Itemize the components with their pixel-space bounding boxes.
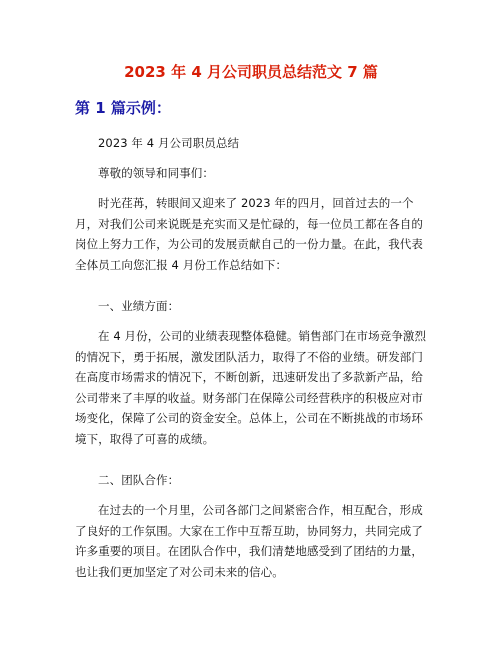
section-heading: 第 1 篇示例： — [75, 99, 171, 117]
paragraph-teamwork-heading: 二、团队合作： — [98, 473, 180, 487]
paragraph-intro: 时光荏苒，转眼间又迎来了 2023 年的四月，回首过去的一个月，对我们公司来说既是充实而又是忙碌的，每一位员工都在各自的岗位上努力工作，为公司的发展贡献自己的一份力量。在此，我代表全体员工向您汇报 4 月份工作总结如下： — [75, 196, 423, 272]
paragraph-salutation: 尊敬的领导和同事们： — [98, 166, 214, 180]
paragraph-performance-body: 在 4 月份，公司的业绩表现整体稳健。销售部门在市场竞争激烈的情况下，勇于拓展，激发团队活力，取得了不俗的业绩。研发部门在高度市场需求的情况下，不断创新，迅速研发出了多款新产品，给公司带来了丰厚的收益。财务部门在保障公司经营秩序的积极应对市场变化，保障了公司的资金安全。总体上，公司在不断挑战的市场环境下，取得了可喜的成绩。 — [75, 329, 427, 446]
document-title: 2023 年 4 月公司职员总结范文 7 篇 — [124, 63, 378, 81]
paragraph-teamwork-body: 在过去的一个月里，公司各部门之间紧密合作，相互配合，形成了良好的工作氛围。大家在工作中互帮互助，协同努力，共同完成了许多重要的项目。在团队合作中，我们清楚地感受到了团结的力量，也让我们更加坚定了对公司未来的信心。 — [75, 503, 423, 579]
paragraph-performance-heading: 一、业绩方面： — [98, 299, 180, 313]
paragraph-summary-title: 2023 年 4 月公司职员总结 — [98, 136, 240, 150]
